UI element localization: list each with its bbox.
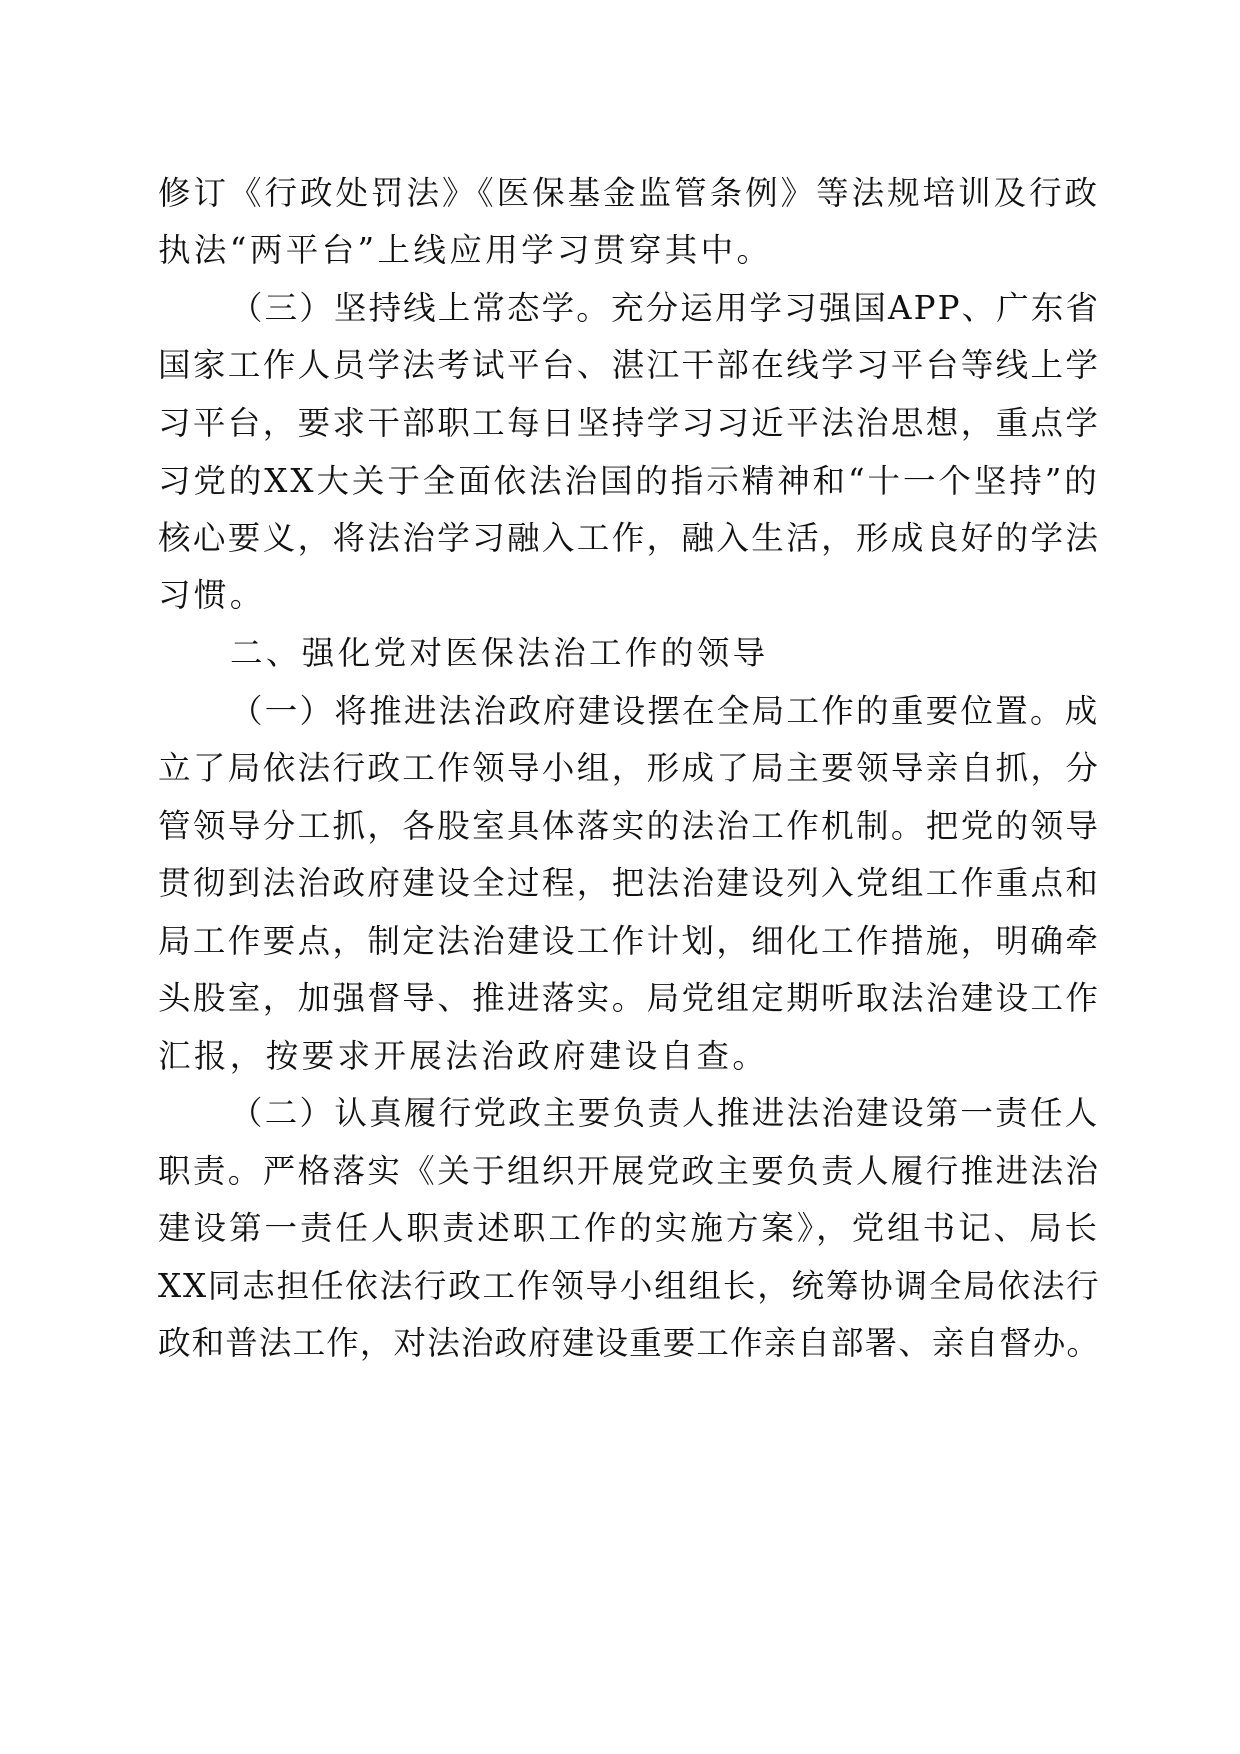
text-line: XX同志担任依法行政工作领导小组组长，统筹协调全局依法行 [158, 1267, 1101, 1305]
text-line: 政和普法工作，对法治政府建设重要工作亲自部署、亲自督办。 [158, 1324, 1101, 1362]
text-line: 管领导分工抓，各股室具体落实的法治工作机制。把党的领导 [158, 807, 1101, 845]
text-line: 汇报，按要求开展法治政府建设自查。 [158, 1037, 769, 1075]
section-heading-line: （一）将推进法治政府建设摆在全局工作的重要位置。成 [230, 692, 1100, 730]
text-line: 建设第一责任人职责述职工作的实施方案》，党组书记、局长 [158, 1209, 1101, 1247]
text-line: 职责。严格落实《关于组织开展党政主要负责人履行推进法治 [158, 1152, 1101, 1190]
text-line: 执法“两平台”上线应用学习贯穿其中。 [158, 231, 773, 269]
text-line: 习平台，要求干部职工每日坚持学习习近平法治思想，重点学 [158, 404, 1101, 442]
text-line: 习党的XX大关于全面依法治国的指示精神和“十一个坚持”的 [158, 462, 1100, 500]
text-line: 头股室，加强督导、推进落实。局党组定期听取法治建设工作 [158, 979, 1101, 1017]
text-line: 局工作要点，制定法治建设工作计划，细化工作措施，明确牵 [158, 922, 1101, 960]
text-line: 习惯。 [158, 576, 266, 614]
text-line: 贯彻到法治政府建设全过程，把法治建设列入党组工作重点和 [158, 864, 1101, 902]
section-heading-line: （三）坚持线上常态学。充分运用学习强国APP、广东省 [230, 289, 1101, 327]
chapter-heading: 二、强化党对医保法治工作的领导 [230, 634, 769, 672]
text-line: 立了局依法行政工作领导小组，形成了局主要领导亲自抓，分 [158, 749, 1101, 787]
text-line: 核心要义，将法治学习融入工作，融入生活，形成良好的学法 [158, 519, 1101, 557]
text-line: 国家工作人员学法考试平台、湛江干部在线学习平台等线上学 [158, 346, 1101, 384]
text-line: 修订《行政处罚法》《医保基金监管条例》等法规培训及行政 [158, 174, 1101, 212]
section-heading-line: （二）认真履行党政主要负责人推进法治建设第一责任人 [230, 1094, 1100, 1132]
